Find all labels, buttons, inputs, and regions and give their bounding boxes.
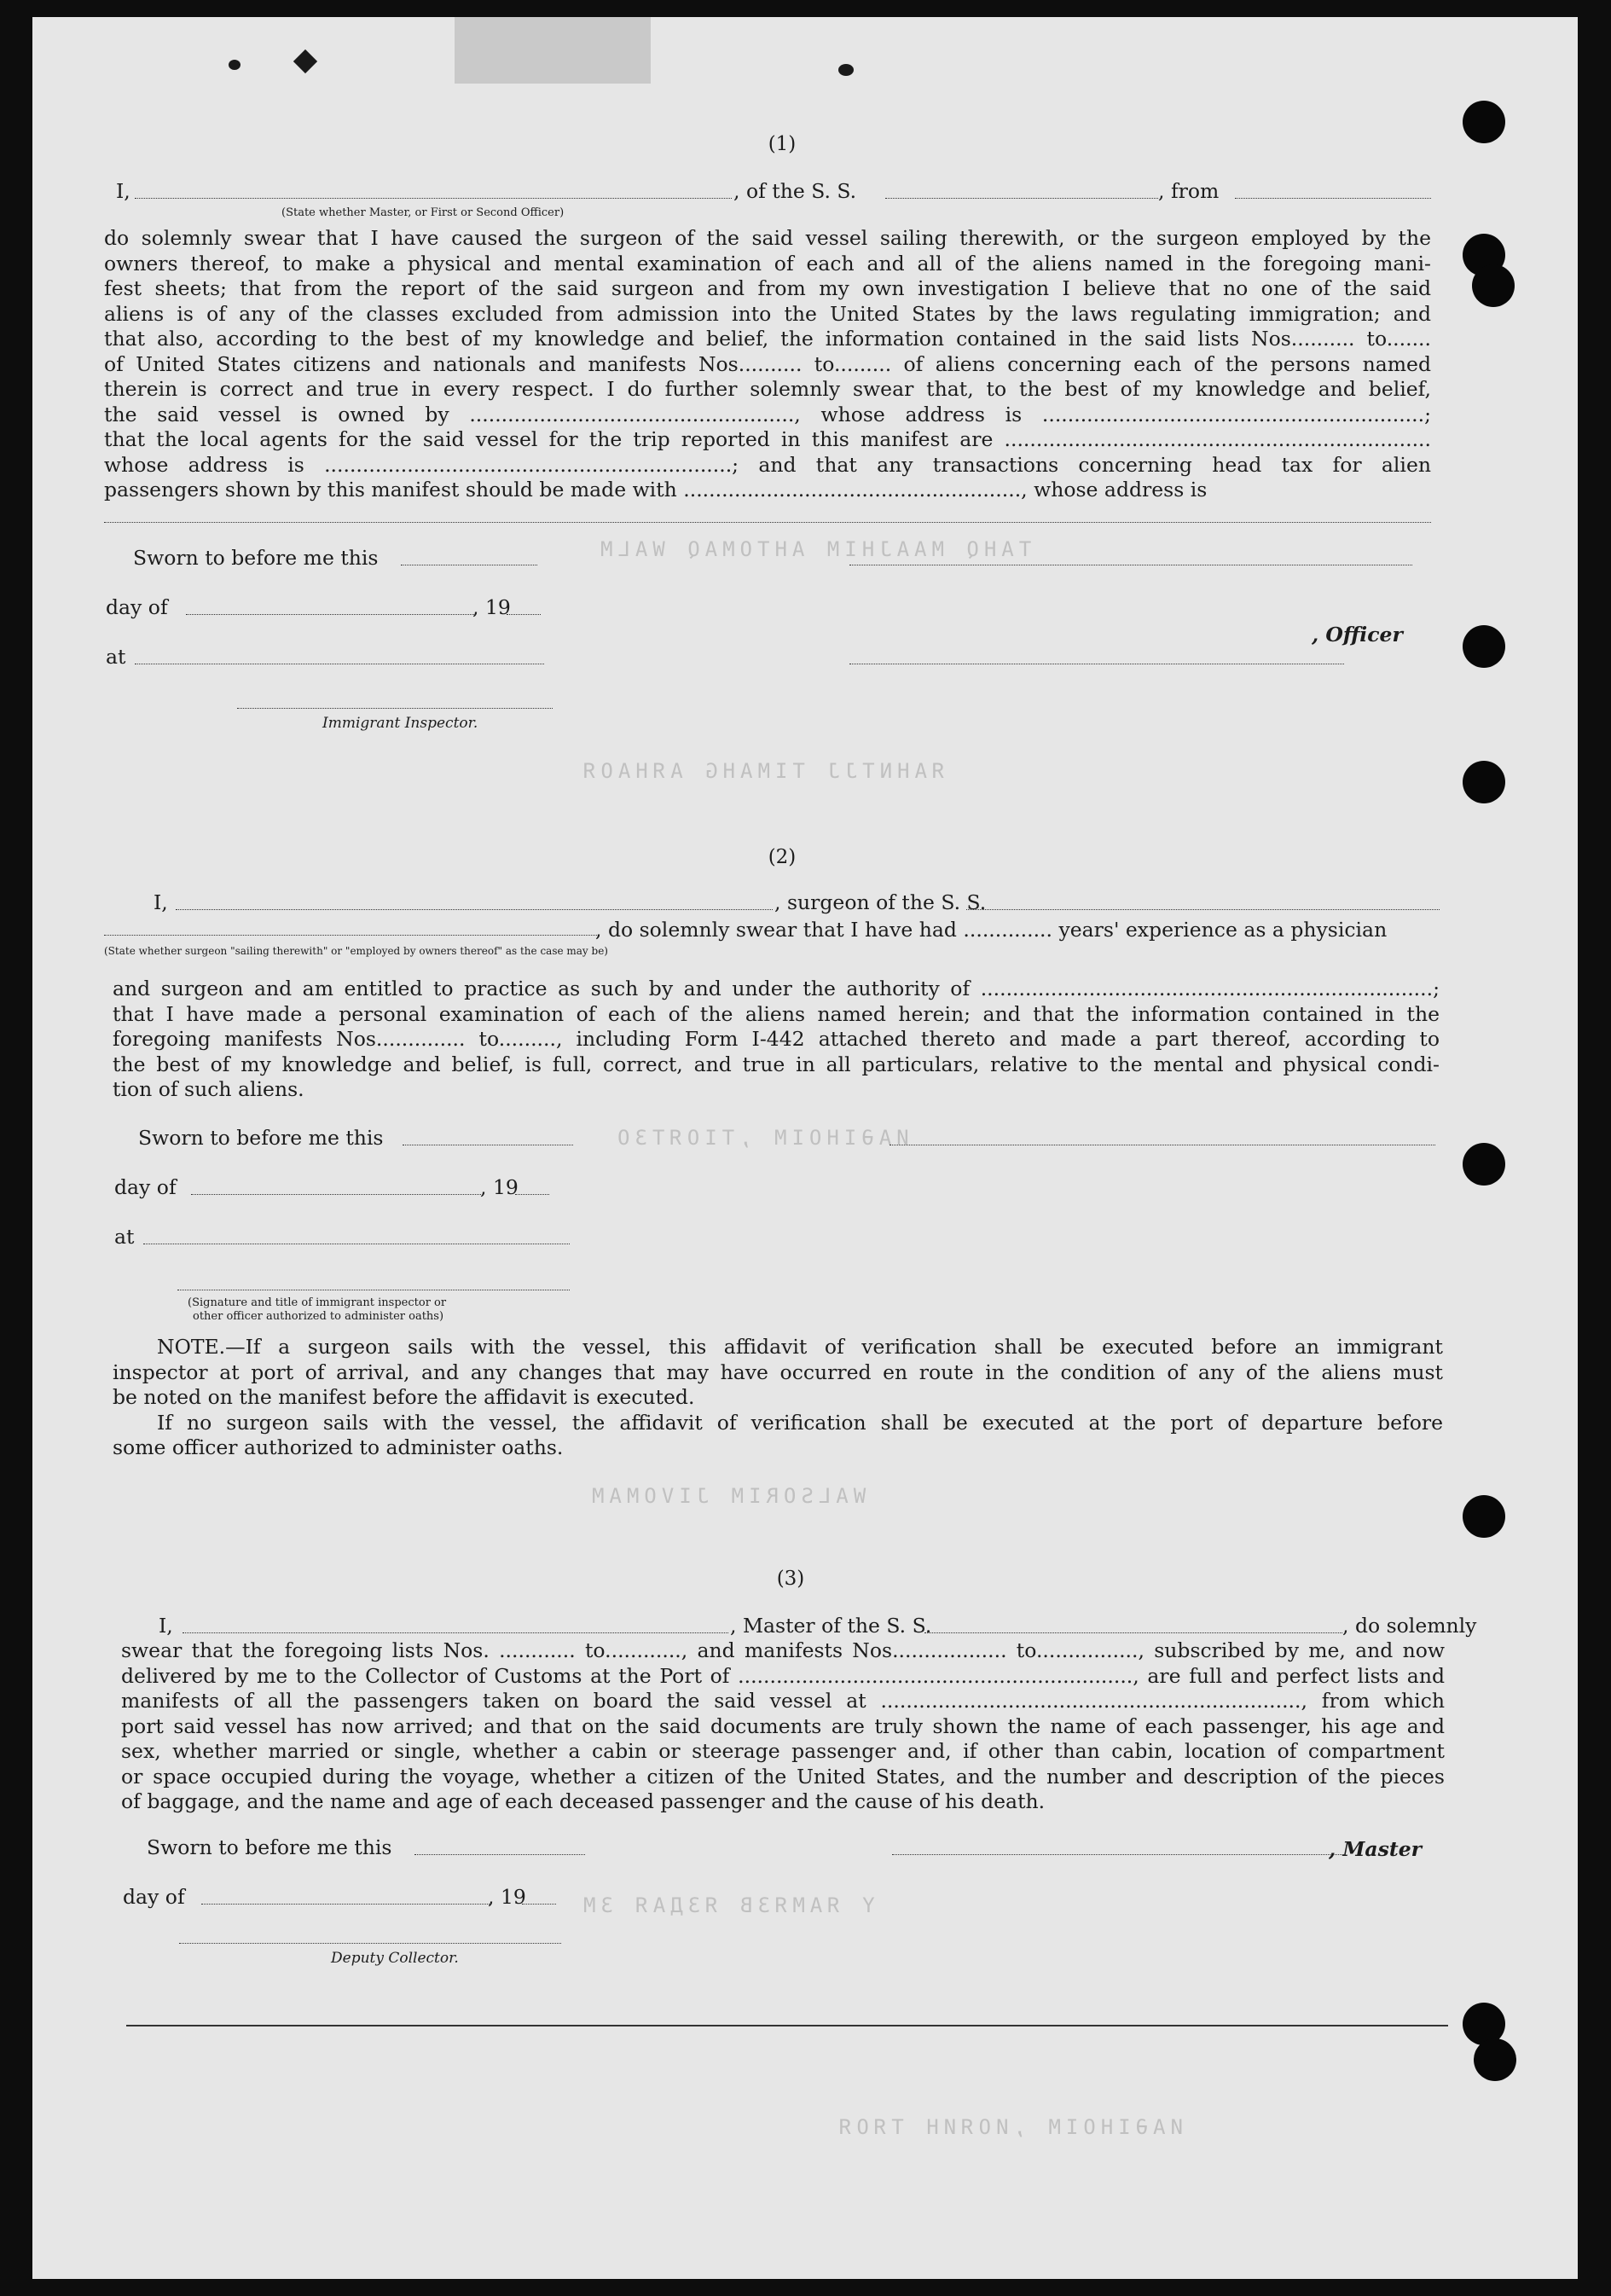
show-through-text: ИАӘІНОІМ ,ТІОЯТЗО: [612, 1126, 909, 1150]
body-line: of baggage, and the name and age of each deceased passenger and the cause of his death.: [121, 1789, 1046, 1813]
binder-hole: [1463, 761, 1505, 803]
show-through-text: Y ЯАМЯЗВ ЯЗДАЯ 3M: [578, 1893, 875, 1917]
master-signature-field[interactable]: [892, 1854, 1344, 1855]
show-through-text: ЯAHNTJJ TIMAHG АЯНАОЯ: [578, 759, 945, 783]
body-line: aliens is of any of the classes excluded from admission into the United States by the laws regulating immigration; and: [104, 301, 1431, 326]
binder-hole: [1474, 2038, 1516, 2081]
body-line: that I have made a personal examination of each of the aliens named herein; and that the information contained in the: [113, 1001, 1440, 1026]
day-label: day of: [114, 1175, 177, 1199]
binder-hole: [1463, 1143, 1505, 1186]
body-line: port said vessel has now arrived; and that on the said documents are truly shown the name of each passenger, his age and: [121, 1713, 1445, 1738]
from-port-field[interactable]: [1235, 198, 1431, 199]
section1-body: [104, 226, 1431, 503]
body-line: whose address is ................................................................; and that any transactions concerning head tax for alien: [104, 452, 1431, 477]
tape-strip: [455, 17, 651, 84]
officer-label: , Officer: [1312, 623, 1403, 646]
body-line: therein is correct and true in every respect. I do further solemnly swear that, to the best of my knowledge and belief,: [104, 377, 1431, 401]
manifest-page: [32, 17, 1578, 2279]
body-line: passengers shown by this manifest should be made with ....................................................., whose address is: [104, 478, 1208, 502]
affiant-prefix: I,: [154, 890, 168, 914]
master-swear-label: , do solemnly: [1342, 1614, 1477, 1638]
ink-mark: [293, 49, 317, 73]
body-line: of United States citizens and nationals and manifests Nos.......... to......... of aliens concerning each of the persons named: [104, 351, 1431, 376]
body-line: delivered by me to the Collector of Customs at the Port of .............................................................., are full and perfect lists and: [121, 1663, 1445, 1688]
note-block: [113, 1360, 1443, 1411]
body-line: swear that the foregoing lists Nos. ............ to............, and manifests Nos.................. to................, subscribed by me, and now: [121, 1638, 1445, 1662]
note-block: [113, 1435, 1443, 1461]
binder-hole: [1472, 264, 1515, 307]
binder-hole: [1463, 1495, 1505, 1538]
year-field[interactable]: [515, 1194, 549, 1195]
section-number: (2): [768, 846, 797, 868]
affiant-name-field[interactable]: [135, 198, 732, 199]
sworn-label: Sworn to before me this: [138, 1126, 384, 1150]
note-line: some officer authorized to administer oaths.: [113, 1435, 564, 1459]
body-line: sex, whether married or single, whether a cabin or steerage passenger and, if other than cabin, location of compartment: [121, 1739, 1445, 1763]
inspector-label: Immigrant Inspector.: [322, 715, 478, 732]
master-name-field[interactable]: [183, 1632, 728, 1633]
sworn-date-field[interactable]: [414, 1854, 585, 1855]
body-line: foregoing manifests Nos.............. to........., including Form I-442 attached thereto and made a part thereof, according to: [113, 1027, 1440, 1051]
section-number: (3): [776, 1568, 805, 1590]
show-through-text: TAHQ MAAJHIM AHTOMAQ WALM: [595, 537, 1032, 561]
note-line: NOTE.—If a surgeon sails with the vessel, this affidavit of verification shall be executed before an immigrant: [157, 1335, 1443, 1359]
show-through-text: ИАӘІНОІМ ,ИОЯИН ТЯОЯ: [834, 2115, 1183, 2139]
at-label: at: [106, 645, 126, 669]
year-label: , 19: [488, 1885, 526, 1909]
surgeon-swear-label: , do solemnly swear that I have had .............. years' experience as a physician: [595, 918, 1388, 942]
body-line: fest sheets; that from the report of the said surgeon and from my own investigation I believe that no one of the said: [104, 276, 1431, 300]
year-label: , 19: [480, 1175, 519, 1199]
note-line: inspector at port of arrival, and any changes that may have occurred en route in the condition of any of the aliens must: [113, 1360, 1443, 1384]
master-sig-label: , Master: [1329, 1837, 1423, 1861]
year-label: , 19: [472, 595, 511, 619]
day-field[interactable]: [201, 1904, 490, 1905]
affiant-prefix: I,: [116, 179, 130, 203]
body-line: the said vessel is owned by ..................................................., whose address is ............................................................;: [104, 402, 1431, 426]
body-line: the best of my knowledge and belief, is full, correct, and true in all particulars, relative to the mental and physical condi-: [113, 1052, 1440, 1076]
year-field[interactable]: [507, 614, 541, 615]
sworn-label: Sworn to before me this: [147, 1835, 392, 1859]
day-label: day of: [123, 1885, 185, 1909]
year-field[interactable]: [522, 1904, 556, 1905]
body-line: or space occupied during the voyage, whether a citizen of the United States, and the number and description of the pieces: [121, 1764, 1445, 1789]
body-line: manifests of all the passengers taken on board the said vessel at .................................................................., from which: [121, 1689, 1445, 1713]
surgeon-vessel-field[interactable]: [966, 909, 1440, 910]
body-line: owners thereof, to make a physical and mental examination of each and all of the aliens named in the foregoing mani-: [104, 251, 1431, 275]
body-line: that also, according to the best of my knowledge and belief, the information contained in the said lists Nos.......... to.......: [104, 327, 1431, 351]
note-line: be noted on the manifest before the affidavit is executed.: [113, 1385, 695, 1409]
from-label: , from: [1158, 179, 1220, 203]
vessel-label: , of the S. S.: [733, 179, 857, 203]
sworn-label: Sworn to before me this: [133, 546, 379, 570]
surgeon-subtext: (State whether surgeon "sailing therewith" or "employed by owners thereof" as the case may be): [104, 945, 608, 957]
at-label: at: [114, 1225, 135, 1249]
inspector-signature-field[interactable]: [237, 708, 553, 709]
ink-mark: [838, 64, 854, 76]
surgeon-status-field[interactable]: [104, 935, 599, 936]
section-number: (1): [768, 133, 797, 155]
master-vessel-label: , Master of the S. S.: [730, 1614, 932, 1638]
surgeon-label: , surgeon of the S. S.: [774, 890, 987, 914]
day-label: day of: [106, 595, 168, 619]
day-field[interactable]: [186, 614, 474, 615]
collector-label: Deputy Collector.: [331, 1950, 459, 1967]
note-line: If no surgeon sails with the vessel, the affidavit of verification shall be executed at the port of departure before: [157, 1410, 1443, 1435]
body-line: tion of such aliens.: [113, 1077, 304, 1101]
body-line: and surgeon and am entitled to practice as such by and under the authority of .......................................................................;: [113, 977, 1440, 1000]
binder-hole: [1463, 625, 1505, 668]
note-block: [157, 1411, 1443, 1436]
signature-note: other officer authorized to administer oaths): [193, 1310, 444, 1323]
bottom-rule: [126, 2025, 1448, 2026]
signature-note: (Signature and title of immigrant inspector or: [188, 1296, 447, 1309]
day-field[interactable]: [191, 1194, 481, 1195]
body-line: do solemnly swear that I have caused the surgeon of the said vessel sailing therewith, or the surgeon employed by the: [104, 226, 1431, 250]
affiant-subtext: (State whether Master, or First or Second Officer): [281, 206, 565, 219]
continuation-field[interactable]: [104, 522, 1431, 523]
show-through-text: WALSORIM JIVOMAM: [587, 1484, 866, 1508]
section2-body: [113, 977, 1440, 1103]
ink-mark: [229, 60, 240, 70]
note-block: [157, 1335, 1443, 1360]
master-vessel-field[interactable]: [924, 1632, 1342, 1633]
body-line: that the local agents for the said vessel for the trip reported in this manifest are ...................................................................: [104, 427, 1431, 451]
surgeon-name-field[interactable]: [176, 909, 773, 910]
vessel-name-field[interactable]: [885, 198, 1158, 199]
section3-body: [121, 1638, 1445, 1815]
collector-signature-field[interactable]: [179, 1943, 561, 1944]
affiant-prefix: I,: [159, 1614, 173, 1638]
